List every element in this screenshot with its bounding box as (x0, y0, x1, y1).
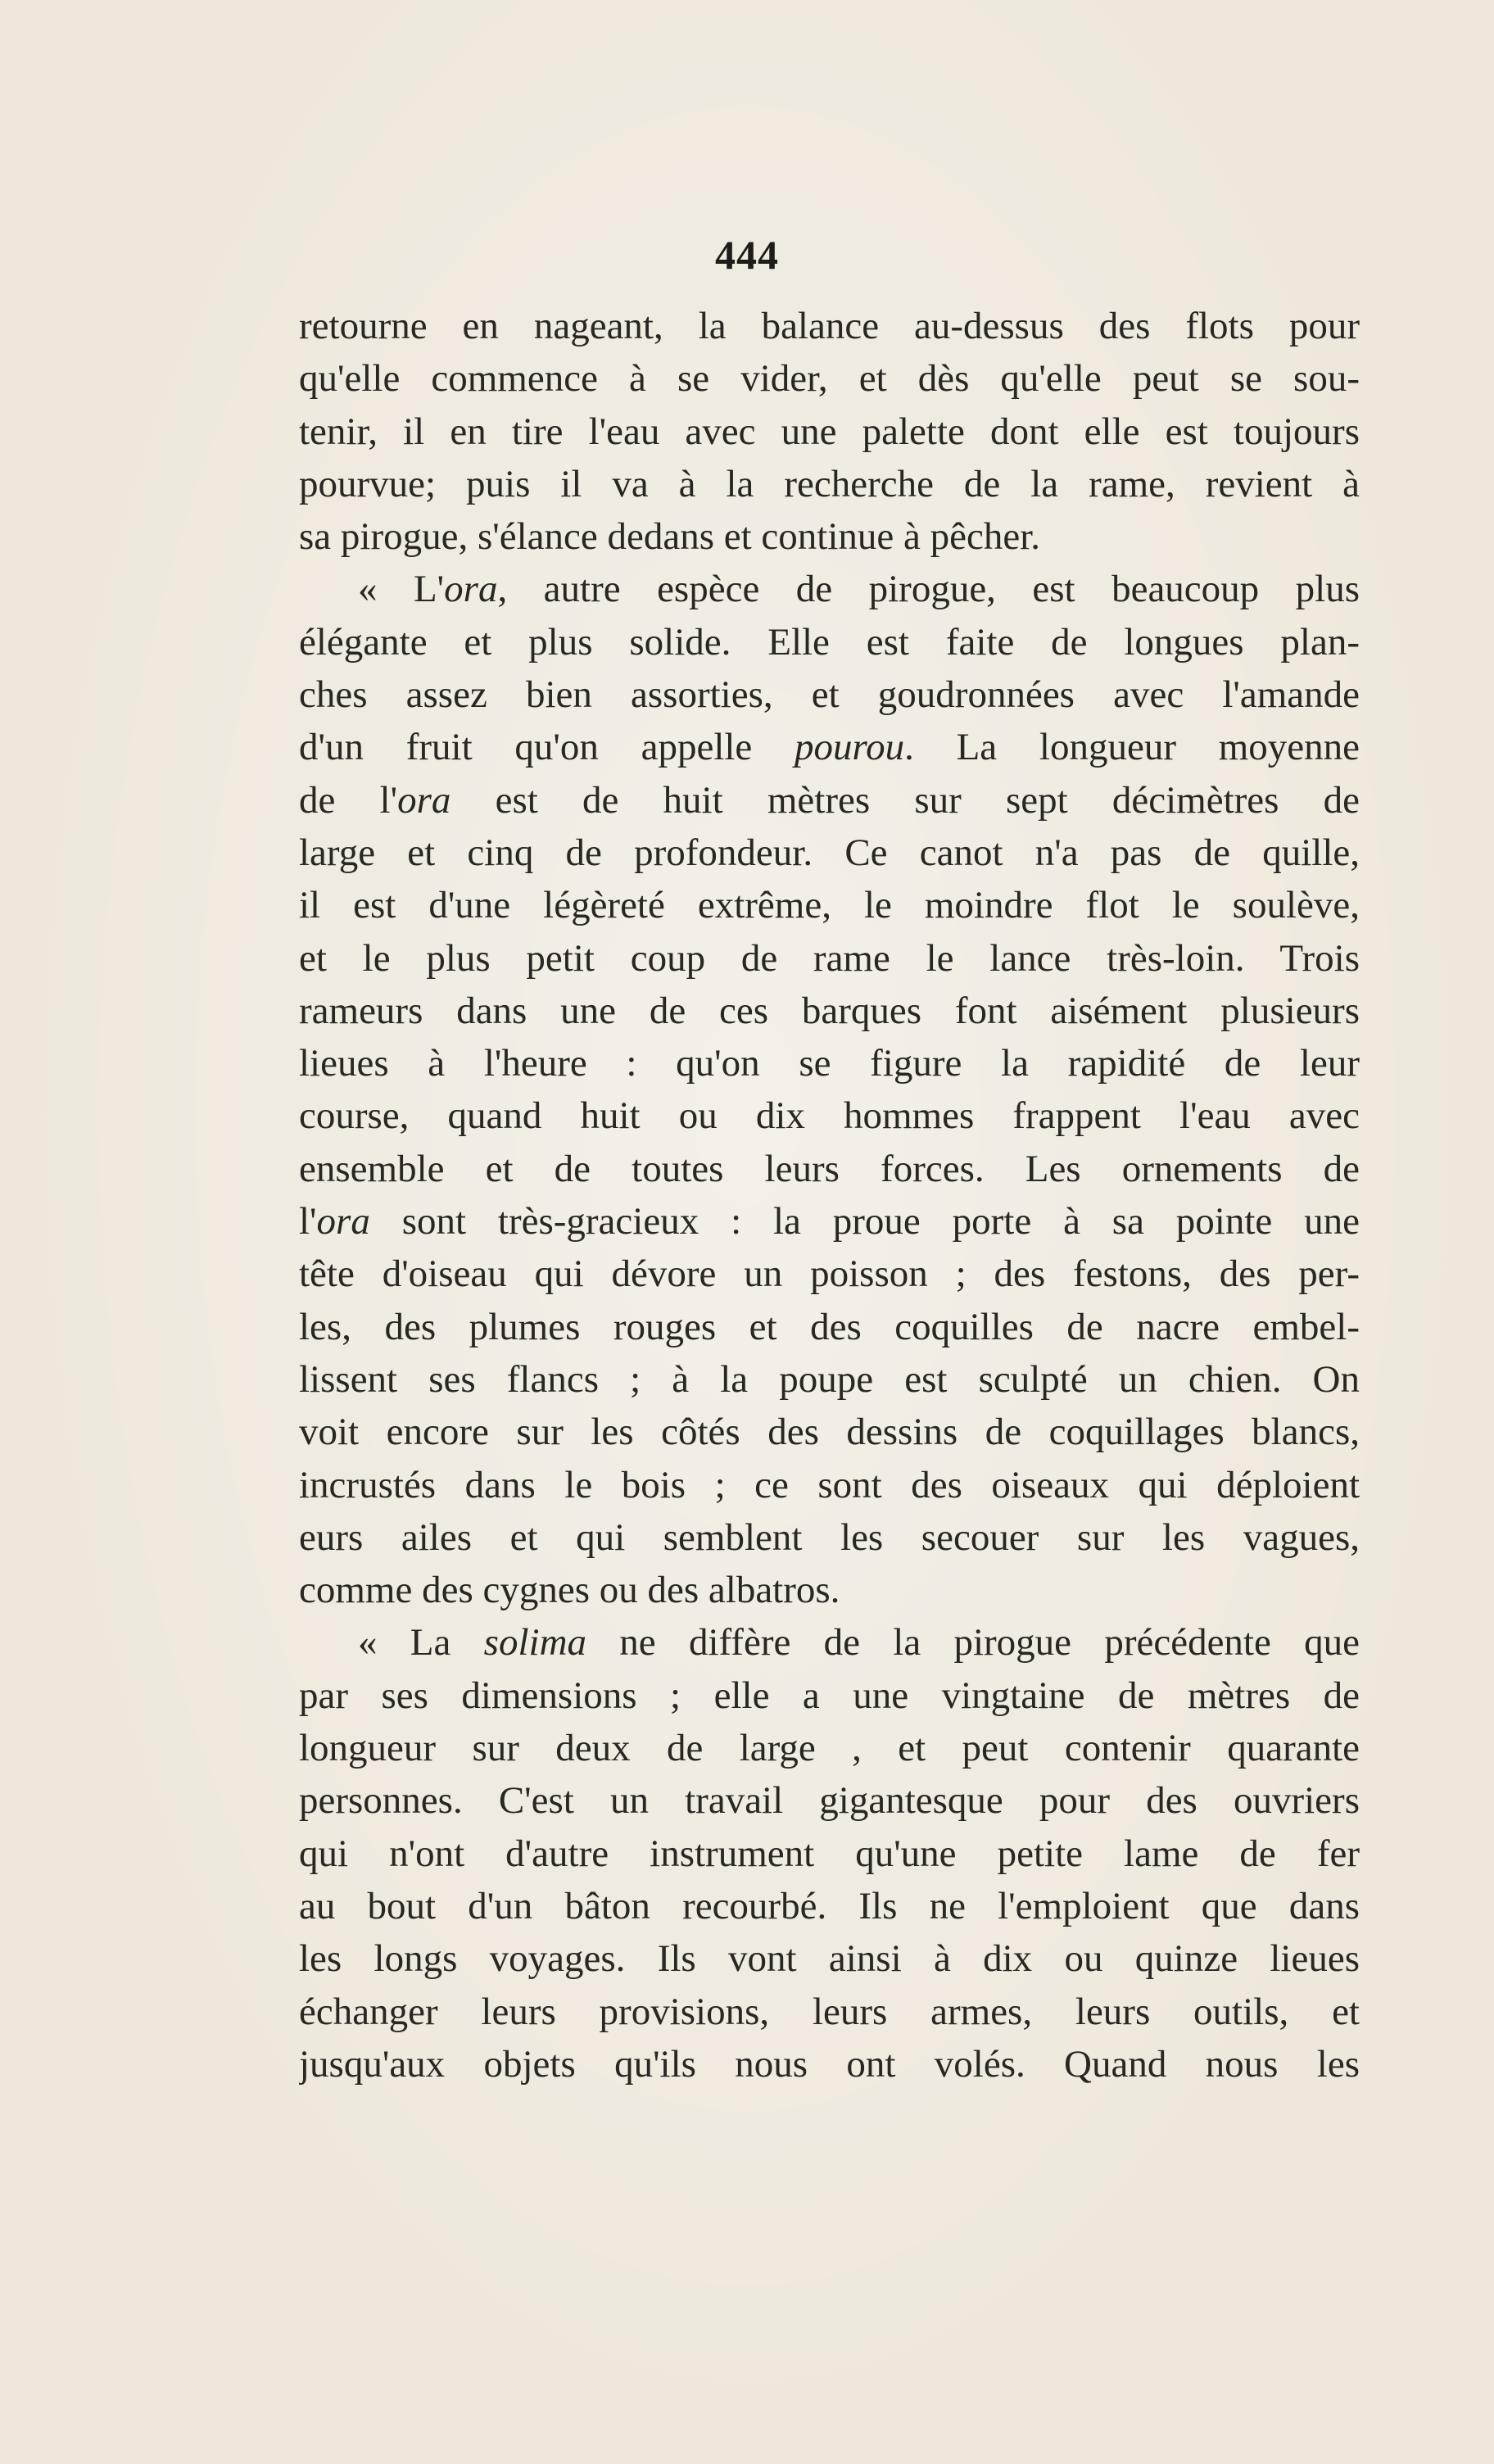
text-line: course, quand huit ou dix hommes frappent l'eau avec (299, 1094, 1360, 1138)
text-line: d'un fruit qu'on appelle pourou. La longueur moyenne (299, 726, 1360, 769)
text-line: voit encore sur les côtés des dessins de coquillages blancs, (299, 1411, 1360, 1454)
text-line: large et cinq de profondeur. Ce canot n'a pas de quille, (299, 831, 1360, 874)
text-line: par ses dimensions ; elle a une vingtaine de mètres de (299, 1674, 1360, 1717)
body-text (299, 300, 1360, 2090)
text-line: longueur sur deux de large , et peut contenir quarante (299, 1727, 1360, 1770)
text-line: les, des plumes rouges et des coquilles de nacre embel- (299, 1305, 1360, 1348)
text-line: ensemble et de toutes leurs forces. Les ornements de (299, 1147, 1360, 1190)
text-line: jusqu'aux objets qu'ils nous ont volés. Quand nous les (299, 2042, 1360, 2086)
text-line: qu'elle commence à se vider, et dès qu'elle peut se sou- (299, 357, 1360, 401)
text-line: comme des cygnes ou des albatros. (299, 1569, 840, 1612)
text-line: qui n'ont d'autre instrument qu'une petite lame de fer (299, 1832, 1360, 1875)
text-line: pourvue; puis il va à la recherche de la rame, revient à (299, 462, 1360, 505)
text-line: l'ora sont très-gracieux : la proue porte à sa pointe une (299, 1200, 1360, 1243)
text-line: tenir, il en tire l'eau avec une palette dont elle est toujours (299, 410, 1360, 453)
text-line: les longs voyages. Ils vont ainsi à dix ou quinze lieues (299, 1937, 1360, 1981)
text-line: au bout d'un bâton recourbé. Ils ne l'emploient que dans (299, 1884, 1360, 1927)
text-line: personnes. C'est un travail gigantesque pour des ouvriers (299, 1779, 1360, 1823)
text-line: échanger leurs provisions, leurs armes, leurs outils, et (299, 1990, 1360, 2033)
text-line: de l'ora est de huit mètres sur sept décimètres de (299, 778, 1360, 822)
text-line: et le plus petit coup de rame le lance très-loin. Trois (299, 936, 1360, 980)
text-line: ches assez bien assorties, et goudronnées avec l'amande (299, 673, 1360, 717)
text-line: élégante et plus solide. Elle est faite de longues plan- (299, 620, 1360, 664)
text-line: eurs ailes et qui semblent les secouer sur les vagues, (299, 1515, 1360, 1559)
text-line: « L'ora, autre espèce de pirogue, est beaucoup plus (358, 568, 1360, 611)
text-line: tête d'oiseau qui dévore un poisson ; des festons, des per- (299, 1252, 1360, 1296)
text-line: sa pirogue, s'élance dedans et continue à pêcher. (299, 515, 1041, 559)
text-line: lieues à l'heure : qu'on se figure la rapidité de leur (299, 1042, 1360, 1085)
text-line: rameurs dans une de ces barques font aisément plusieurs (299, 989, 1360, 1032)
text-line: incrustés dans le bois ; ce sont des oiseaux qui déploient (299, 1463, 1360, 1506)
text-line: retourne en nageant, la balance au-dessus des flots pour (299, 305, 1360, 347)
text-line: il est d'une légèreté extrême, le moindre flot le soulève, (299, 884, 1360, 927)
text-line: « La solima ne diffère de la pirogue précédente que (358, 1621, 1360, 1665)
text-line: lissent ses flancs ; à la poupe est sculpté un chien. On (299, 1357, 1360, 1401)
page-number: 444 (715, 232, 779, 278)
